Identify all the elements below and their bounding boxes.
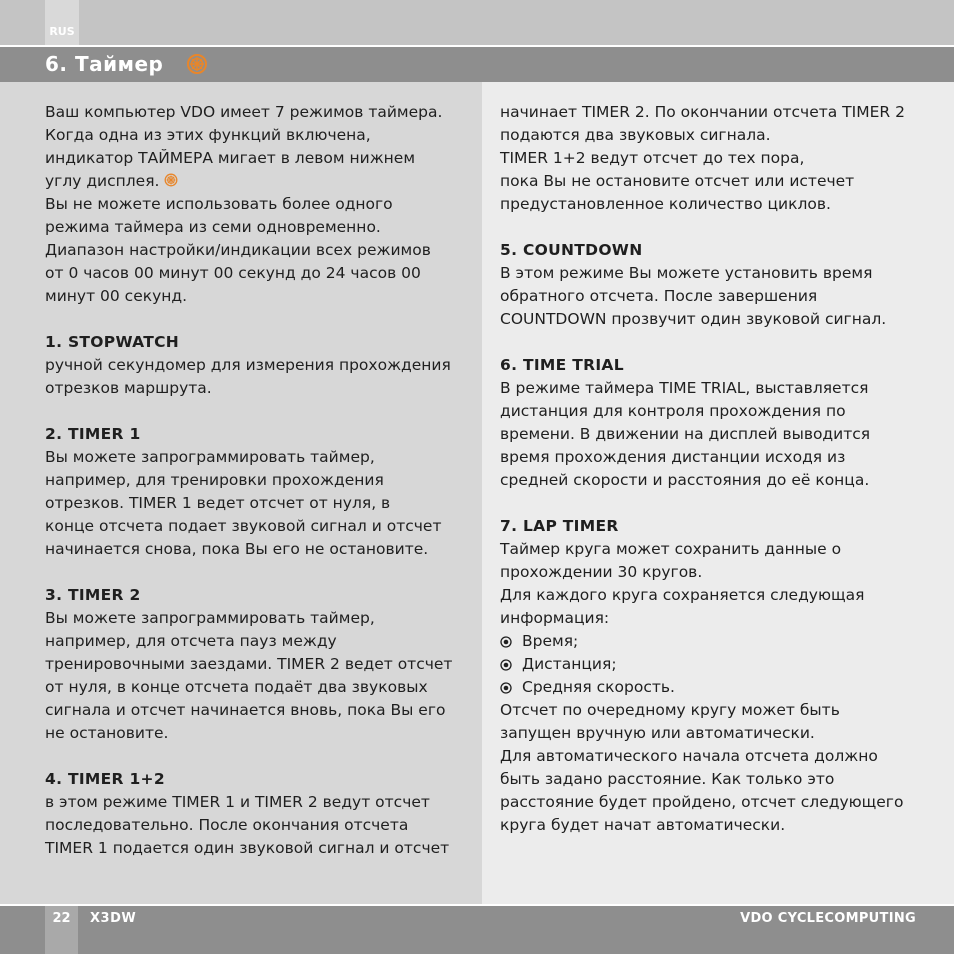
intro-line: Диапазон настройки/индикации всех режимов — [45, 241, 431, 259]
timer12-line: в этом режиме TIMER 1 и TIMER 2 ведут отсчет — [45, 793, 430, 811]
timer12-line: TIMER 1 подается один звуковой сигнал и отсчет — [45, 839, 450, 857]
timer1-line: начинается снова, пока Вы его не остановите. — [45, 540, 429, 558]
timer1-line: конце отсчета подает звуковой сигнал и отсчет — [45, 517, 442, 535]
bullet-icon — [500, 682, 512, 694]
list-item — [500, 630, 940, 653]
timetrial-line: время прохождения дистанции исходя из — [500, 448, 846, 466]
laptimer-line: Таймер круга может сохранить данные о — [500, 540, 842, 558]
timer1-line: например, для тренировки прохождения — [45, 471, 384, 489]
timetrial-line: В режиме таймера TIME TRIAL, выставляется — [500, 379, 869, 397]
laptimer-line: круга будет начат автоматически. — [500, 816, 786, 834]
laptimer-heading: 7. LAP TIMER — [500, 517, 619, 535]
page-number: 22 — [52, 911, 71, 926]
bullet-text: Дистанция; — [522, 655, 617, 673]
timer12-cont-line: подаются два звуковых сигнала. — [500, 126, 771, 144]
timer2-heading: 3. TIMER 2 — [45, 586, 141, 604]
bullet-text: Время; — [522, 632, 579, 650]
laptimer-line: прохождении 30 кругов. — [500, 563, 703, 581]
timer12-cont-line: TIMER 1+2 ведут отсчет до тех пора, — [500, 149, 805, 167]
timer1-heading: 2. TIMER 1 — [45, 425, 141, 443]
timer1-line: Вы можете запрограммировать таймер, — [45, 448, 375, 466]
bullet-text: Средняя скорость. — [522, 678, 675, 696]
timetrial-heading: 6. TIME TRIAL — [500, 356, 624, 374]
laptimer-line: быть задано расстояние. Как только это — [500, 770, 835, 788]
intro-line: Вы не можете использовать более одного — [45, 195, 393, 213]
timetrial-line: средней скорости и расстояния до её конца. — [500, 471, 870, 489]
footer-brand: VDO CYCLECOMPUTING — [740, 911, 916, 926]
laptimer-line: Для автоматического начала отсчета должно — [500, 747, 878, 765]
intro-line: Ваш компьютер VDO имеет 7 режимов таймера. — [45, 103, 443, 121]
countdown-heading: 5. COUNTDOWN — [500, 241, 643, 259]
laptimer-line: информация: — [500, 609, 610, 627]
timer12-heading: 4. TIMER 1+2 — [45, 770, 165, 788]
laptimer-line: запущен вручную или автоматически. — [500, 724, 815, 742]
timer1-line: отрезков. TIMER 1 ведет отсчет от нуля, в — [45, 494, 391, 512]
laptimer-line: Отсчет по очередному кругу может быть — [500, 701, 840, 719]
intro-line: от 0 часов 00 минут 00 секунд до 24 часов 00 — [45, 264, 421, 282]
stopwatch-line: ручной секундомер для измерения прохождения — [45, 356, 451, 374]
countdown-line: COUNTDOWN прозвучит один звуковой сигнал. — [500, 310, 887, 328]
timetrial-line: времени. В движении на дисплей выводится — [500, 425, 871, 443]
intro-line-with-icon — [45, 170, 475, 193]
list-item — [500, 676, 940, 699]
list-item — [500, 653, 940, 676]
language-tab: RUS — [45, 0, 79, 45]
bullet-icon — [500, 636, 512, 648]
intro-line-text: углу дисплея. — [45, 172, 160, 190]
section-title: 6. Таймер — [45, 52, 164, 76]
laptimer-line: Для каждого круга сохраняется следующая — [500, 586, 865, 604]
timer2-line: тренировочными заездами. TIMER 2 ведет отсчет — [45, 655, 453, 673]
timer2-line: Вы можете запрограммировать таймер, — [45, 609, 375, 627]
timer12-line: последовательно. После окончания отсчета — [45, 816, 409, 834]
right-text — [500, 101, 940, 837]
intro-line: режима таймера из семи одновременно. — [45, 218, 381, 236]
timer12-cont-line: начинает TIMER 2. По окончании отсчета TIMER 2 — [500, 103, 905, 121]
intro-line: минут 00 секунд. — [45, 287, 188, 305]
intro-line: Когда одна из этих функций включена, — [45, 126, 371, 144]
footer-model: X3DW — [90, 911, 137, 926]
timer12-cont-line: предустановленное количество циклов. — [500, 195, 831, 213]
timer2-line: от нуля, в конце отсчета подаёт два звуковых — [45, 678, 428, 696]
timer2-line: например, для отсчета пауз между — [45, 632, 337, 650]
header-band — [0, 0, 954, 45]
countdown-line: обратного отсчета. После завершения — [500, 287, 818, 305]
laptimer-line: расстояние будет пройдено, отсчет следующего — [500, 793, 904, 811]
stopwatch-heading: 1. STOPWATCH — [45, 333, 180, 351]
timer2-line: не остановите. — [45, 724, 169, 742]
countdown-line: В этом режиме Вы можете установить время — [500, 264, 873, 282]
stopwatch-line: отрезков маршрута. — [45, 379, 212, 397]
timer-icon — [186, 53, 208, 75]
timer-icon — [164, 173, 178, 187]
left-text — [45, 101, 475, 860]
timer12-cont-line: пока Вы не остановите отсчет или истечет — [500, 172, 855, 190]
timer2-line: сигнала и отсчет начинается вновь, пока Вы его — [45, 701, 446, 719]
bullet-icon — [500, 659, 512, 671]
intro-line: индикатор ТАЙМЕРА мигает в левом нижнем — [45, 149, 416, 167]
timetrial-line: дистанция для контроля прохождения по — [500, 402, 846, 420]
